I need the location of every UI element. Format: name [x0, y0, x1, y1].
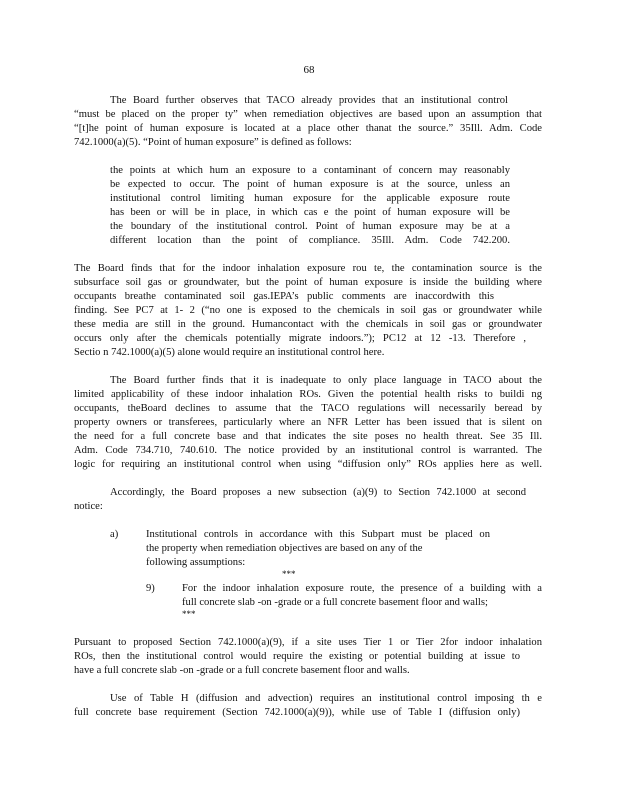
list-marker: 9)	[146, 583, 155, 594]
text-line: limited applicability of these indoor inhalation ROs. Given the potential health risks to buildi ng	[74, 389, 542, 400]
text-line: The Board further finds that it is inadequate to only place language in TACO about the	[110, 375, 542, 386]
text-line: these media are still in the ground. Humancontact with the chemicals in soil gas or groundwater	[74, 319, 542, 330]
text-line: has been or will be in place, in which cas e the point of human exposure will be	[110, 207, 510, 218]
text-line: the boundary of the institutional control. Point of human exposure may be at a	[110, 221, 510, 232]
text-line: 742.1000(a)(5). “Point of human exposure” is defined as follows:	[74, 137, 352, 148]
text-line: different location than the point of compliance. 35Ill. Adm. Code 742.200.	[110, 235, 510, 246]
text-line: Sectio n 742.1000(a)(5) alone would require an institutional control here.	[74, 347, 385, 358]
text-line: the points at which hum an exposure to a contaminant of concern may reasonably	[110, 165, 510, 176]
ellipsis-asterisks: ***	[282, 569, 296, 579]
page-number: 68	[303, 64, 315, 76]
text-line: “[t]he point of human exposure is located at a place other thanat the source.” 35Ill. Adm. Code	[74, 123, 542, 134]
text-line: Adm. Code 734.710, 740.610. The notice provided by an institutional control is warranted. The	[74, 445, 542, 456]
text-line: property owners or transferees, particularly where an NFR Letter has been issued that is silent on	[74, 417, 542, 428]
text-line: The Board further observes that TACO already provides that an institutional control	[110, 95, 508, 106]
text-line: ROs, then the institutional control would require the existing or potential building at issue to	[74, 651, 520, 662]
text-line: be expected to occur. The point of human exposure is at the source, unless an	[110, 179, 510, 190]
text-line: Institutional controls in accordance with this Subpart must be placed on	[146, 529, 490, 540]
text-line: subsurface soil gas or groundwater, but the point of human exposure is inside the building where	[74, 277, 542, 288]
text-line: the property when remediation objectives are based on any of the	[146, 543, 423, 554]
text-line: logic for requiring an institutional control when using “diffusion only” ROs applies here as well.	[74, 459, 542, 470]
text-line: institutional control limiting human exposure for the applicable exposure route	[110, 193, 510, 204]
text-line: notice:	[74, 501, 103, 512]
text-line: Pursuant to proposed Section 742.1000(a)(9), if a site uses Tier 1 or Tier 2for indoor inhalation	[74, 637, 542, 648]
list-marker: a)	[110, 529, 119, 540]
text-line: following assumptions:	[146, 557, 246, 568]
text-line: For the indoor inhalation exposure route, the presence of a building with a	[182, 583, 542, 594]
text-line: full concrete base requirement (Section 742.1000(a)(9)), while use of Table I (diffusion only)	[74, 707, 520, 718]
text-line: occupants breathe contaminated soil gas.IEPA’s public comments are inaccordwith this	[74, 291, 494, 302]
text-line: full concrete slab -on -grade or a full concrete basement floor and walls;	[182, 597, 488, 608]
text-line: finding. See PC7 at 1- 2 (“no one is exposed to the chemicals in soil gas or groundwater while	[74, 305, 542, 316]
text-line: have a full concrete slab -on -grade or a full concrete basement floor and walls.	[74, 665, 410, 676]
text-line: Accordingly, the Board proposes a new subsection (a)(9) to Section 742.1000 at second	[110, 487, 526, 498]
text-line: “must be placed on the proper ty” when remediation objectives are based upon an assumption that	[74, 109, 542, 120]
text-line: occurs only after the chemicals potentially migrate indoors.”); PC12 at 12 -13. Therefore ,	[74, 333, 526, 344]
text-line: the need for a full concrete base and that indicates the site poses no health threat. See 35 Ill.	[74, 431, 542, 442]
text-line: The Board finds that for the indoor inhalation exposure rou te, the contamination source is the	[74, 263, 542, 274]
text-line: occupants, theBoard declines to assume that the TACO regulations will necessarily beread by	[74, 403, 542, 414]
text-line: Use of Table H (diffusion and advection) requires an institutional control imposing th e	[110, 693, 542, 704]
ellipsis-asterisks: ***	[182, 609, 196, 619]
